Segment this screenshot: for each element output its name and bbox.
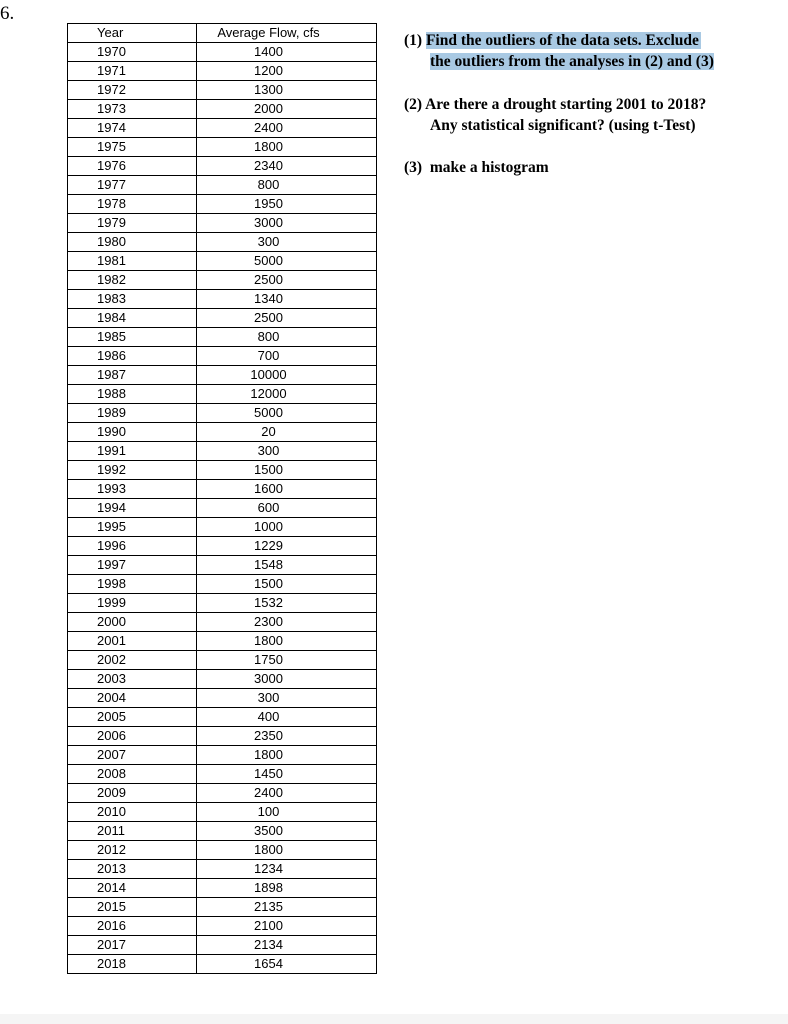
table-row [68, 366, 377, 385]
year-cell: 2015 [68, 898, 197, 917]
table-row [68, 328, 377, 347]
year-cell: 1998 [68, 575, 197, 594]
year-cell: 1988 [68, 385, 197, 404]
year-cell: 2014 [68, 879, 197, 898]
flow-cell: 1500 [197, 461, 377, 480]
table-row [68, 632, 377, 651]
table-row [68, 708, 377, 727]
flow-cell: 12000 [197, 385, 377, 404]
table-row [68, 575, 377, 594]
page-bottom-edge [0, 1014, 788, 1024]
year-cell: 1999 [68, 594, 197, 613]
flow-cell: 1800 [197, 841, 377, 860]
year-cell: 1972 [68, 81, 197, 100]
year-cell: 1991 [68, 442, 197, 461]
flow-cell: 2350 [197, 727, 377, 746]
year-cell: 1980 [68, 233, 197, 252]
flow-cell: 300 [197, 233, 377, 252]
table-row [68, 936, 377, 955]
flow-cell: 1654 [197, 955, 377, 974]
table-row [68, 233, 377, 252]
flow-cell: 1200 [197, 62, 377, 81]
question-3 [404, 157, 549, 178]
flow-cell: 10000 [197, 366, 377, 385]
table-row [68, 955, 377, 974]
table-row [68, 499, 377, 518]
table-row [68, 347, 377, 366]
year-cell: 2000 [68, 613, 197, 632]
flow-cell: 1300 [197, 81, 377, 100]
flow-cell: 400 [197, 708, 377, 727]
question-2-line-1: Are there a drought starting 2001 to 2018? [425, 96, 707, 113]
flow-cell: 100 [197, 803, 377, 822]
table-row [68, 556, 377, 575]
year-cell: 1995 [68, 518, 197, 537]
flow-cell: 1450 [197, 765, 377, 784]
year-cell: 2016 [68, 917, 197, 936]
question-1-line-2: the outliers from the analyses in (2) and (3) [430, 53, 714, 70]
year-cell: 1976 [68, 157, 197, 176]
table-row [68, 822, 377, 841]
flow-cell: 300 [197, 689, 377, 708]
year-cell: 2009 [68, 784, 197, 803]
table-row [68, 917, 377, 936]
question-3-label: (3) [404, 159, 423, 176]
table-row [68, 309, 377, 328]
flow-cell: 1800 [197, 138, 377, 157]
year-cell: 1978 [68, 195, 197, 214]
flow-cell: 700 [197, 347, 377, 366]
table-row [68, 689, 377, 708]
flow-cell: 1340 [197, 290, 377, 309]
flow-cell: 2400 [197, 119, 377, 138]
year-cell: 1993 [68, 480, 197, 499]
table-row [68, 803, 377, 822]
table-row [68, 138, 377, 157]
table-row [68, 879, 377, 898]
table-row [68, 727, 377, 746]
flow-cell: 1532 [197, 594, 377, 613]
year-cell: 1970 [68, 43, 197, 62]
table-row [68, 670, 377, 689]
year-cell: 1990 [68, 423, 197, 442]
flow-cell: 600 [197, 499, 377, 518]
table-row [68, 290, 377, 309]
header-year: Year [68, 24, 197, 43]
table-row [68, 860, 377, 879]
year-cell: 1971 [68, 62, 197, 81]
flow-cell: 3000 [197, 214, 377, 233]
year-cell: 2004 [68, 689, 197, 708]
flow-cell: 2134 [197, 936, 377, 955]
year-cell: 2001 [68, 632, 197, 651]
year-cell: 1979 [68, 214, 197, 233]
year-cell: 1984 [68, 309, 197, 328]
year-cell: 1977 [68, 176, 197, 195]
year-cell: 1992 [68, 461, 197, 480]
year-cell: 1987 [68, 366, 197, 385]
question-2-label: (2) [404, 96, 423, 113]
table-row [68, 100, 377, 119]
question-1-label: (1) [404, 32, 423, 49]
flow-cell: 800 [197, 328, 377, 347]
table-row [68, 119, 377, 138]
table-row [68, 157, 377, 176]
year-cell: 1989 [68, 404, 197, 423]
table-row [68, 423, 377, 442]
table-row [68, 765, 377, 784]
year-cell: 2002 [68, 651, 197, 670]
year-cell: 2006 [68, 727, 197, 746]
question-1-line-1: Find the outliers of the data sets. Exclude [425, 32, 699, 49]
year-cell: 2018 [68, 955, 197, 974]
flow-cell: 800 [197, 176, 377, 195]
flow-cell: 1229 [197, 537, 377, 556]
flow-cell: 2300 [197, 613, 377, 632]
table-row [68, 442, 377, 461]
question-1[interactable] [404, 30, 714, 72]
header-average-flow: Average Flow, cfs [197, 24, 377, 43]
year-cell: 2007 [68, 746, 197, 765]
table-row [68, 518, 377, 537]
problem-number: 6. [0, 3, 15, 24]
year-cell: 1997 [68, 556, 197, 575]
year-cell: 2017 [68, 936, 197, 955]
flow-cell: 1800 [197, 632, 377, 651]
year-cell: 1983 [68, 290, 197, 309]
table-body [68, 24, 377, 974]
flow-cell: 1750 [197, 651, 377, 670]
flow-cell: 2500 [197, 309, 377, 328]
year-cell: 2012 [68, 841, 197, 860]
year-cell: 2010 [68, 803, 197, 822]
year-cell: 1986 [68, 347, 197, 366]
flow-cell: 2340 [197, 157, 377, 176]
year-cell: 1985 [68, 328, 197, 347]
table-header-row [68, 24, 377, 43]
table-row [68, 43, 377, 62]
year-cell: 2003 [68, 670, 197, 689]
table-row [68, 613, 377, 632]
flow-cell: 1950 [197, 195, 377, 214]
table-row [68, 461, 377, 480]
flow-cell: 1548 [197, 556, 377, 575]
flow-cell: 3000 [197, 670, 377, 689]
flow-cell: 1400 [197, 43, 377, 62]
question-2-line-2: Any statistical significant? (using t-Test) [430, 117, 696, 134]
year-cell: 1981 [68, 252, 197, 271]
table-row [68, 841, 377, 860]
table-row [68, 480, 377, 499]
flow-cell: 20 [197, 423, 377, 442]
year-cell: 2013 [68, 860, 197, 879]
flow-data-table [67, 23, 377, 974]
table-row [68, 81, 377, 100]
flow-cell: 2400 [197, 784, 377, 803]
flow-cell: 1898 [197, 879, 377, 898]
flow-cell: 1800 [197, 746, 377, 765]
flow-cell: 2500 [197, 271, 377, 290]
table-row [68, 746, 377, 765]
year-cell: 1994 [68, 499, 197, 518]
table-row [68, 62, 377, 81]
table-row [68, 271, 377, 290]
table-row [68, 537, 377, 556]
table-row [68, 195, 377, 214]
flow-cell: 2135 [197, 898, 377, 917]
flow-cell: 1234 [197, 860, 377, 879]
table-row [68, 252, 377, 271]
flow-cell: 5000 [197, 252, 377, 271]
flow-cell: 5000 [197, 404, 377, 423]
flow-cell: 300 [197, 442, 377, 461]
table-row [68, 404, 377, 423]
year-cell: 1996 [68, 537, 197, 556]
table-row [68, 898, 377, 917]
year-cell: 2011 [68, 822, 197, 841]
table-row [68, 594, 377, 613]
year-cell: 1973 [68, 100, 197, 119]
year-cell: 1974 [68, 119, 197, 138]
flow-cell: 1500 [197, 575, 377, 594]
year-cell: 1982 [68, 271, 197, 290]
flow-cell: 2000 [197, 100, 377, 119]
flow-cell: 3500 [197, 822, 377, 841]
table-row [68, 176, 377, 195]
year-cell: 1975 [68, 138, 197, 157]
table-row [68, 651, 377, 670]
question-2 [404, 94, 706, 136]
flow-cell: 2100 [197, 917, 377, 936]
flow-cell: 1600 [197, 480, 377, 499]
year-cell: 2005 [68, 708, 197, 727]
table-row [68, 385, 377, 404]
flow-cell: 1000 [197, 518, 377, 537]
question-3-line-1: make a histogram [429, 159, 549, 176]
year-cell: 2008 [68, 765, 197, 784]
table-row [68, 214, 377, 233]
table-row [68, 784, 377, 803]
